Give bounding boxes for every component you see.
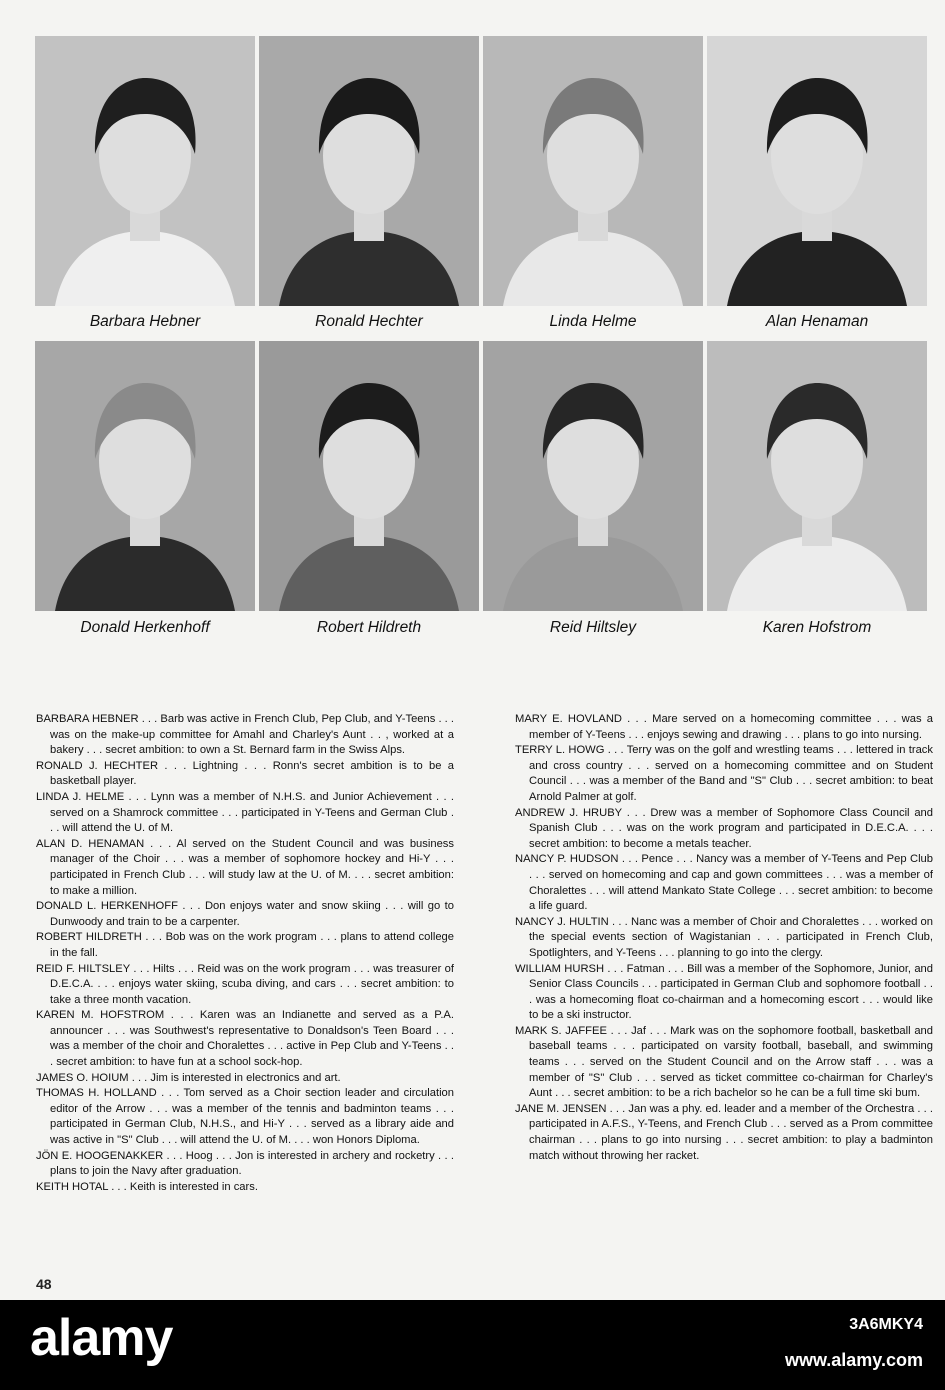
portrait-photo xyxy=(259,341,479,611)
bio-entry: JAMES O. HOIUM . . . Jim is interested in electronics and art. xyxy=(36,1071,341,1084)
portrait-silhouette xyxy=(259,341,479,611)
bio-entry: NANCY P. HUDSON . . . Pence . . . Nancy was a member of Y-Teens and Pep Club . . . served on homecoming and cap and gown committees . . . was a member of Choralettes . . . will attend Mankato State College . . . secret ambition: to become a life guard. xyxy=(515,853,933,913)
site-url: www.alamy.com xyxy=(784,1350,923,1370)
portrait-photo xyxy=(707,341,927,611)
portrait-photo xyxy=(483,36,703,306)
portrait-silhouette xyxy=(707,341,927,611)
bio-entry: ALAN D. HENAMAN . . . Al served on the Student Council and was business manager of the Choir . . . was a member of sophomore hockey and Hi-Y . . . participated in French Club . . . will study law at the U. of M. . . . secret ambition: to make a million. xyxy=(36,837,454,897)
portrait-photo xyxy=(35,341,255,611)
portrait-silhouette xyxy=(483,341,703,611)
bio-entry: ANDREW J. HRUBY . . . Drew was a member of Sophomore Class Council and Spanish Club . . . was on the work program and participated in D.E.C.A. . . . secret ambition: to become a metals teacher. xyxy=(515,806,933,850)
bio-entry: RONALD J. HECHTER . . . Lightning . . . Ronn's secret ambition is to be a basketball player. xyxy=(36,759,454,788)
portrait-photo xyxy=(35,36,255,306)
bio-entry: LINDA J. HELME . . . Lynn was a member of N.H.S. and Junior Achievement . . . served on a Shamrock committee . . . participated in Y-Teens and German Club . . . will attend the U. of M. xyxy=(36,790,454,835)
portrait-photo xyxy=(707,36,927,306)
portrait-silhouette xyxy=(35,36,255,306)
bio-entry: DONALD L. HERKENHOFF . . . Don enjoys water and snow skiing . . . will go to Dunwoody and train to be a carpenter. xyxy=(36,900,454,928)
bio-entry: NANCY J. HULTIN . . . Nanc was a member of Choir and Choralettes . . . worked on the special events section of Wagistanian . . . participated in French Club, Spotlighters, and Y-Teens . . . planning to go into the clergy. xyxy=(515,915,933,959)
portrait-silhouette xyxy=(35,341,255,611)
bio-entry: BARBARA HEBNER . . . Barb was active in French Club, Pep Club, and Y-Teens . . . was on the make-up committee for Amahl and Charley's Aunt . . , worked at a bakery . . . secret ambition: to own a St. Bernard farm in the Swiss Alps. xyxy=(36,713,454,757)
portrait-caption: Linda Helme xyxy=(549,313,637,330)
portrait-silhouette xyxy=(707,36,927,306)
watermark-bar xyxy=(0,1300,945,1390)
bio-entry: KAREN M. HOFSTROM . . . Karen was an Indianette and served as a P.A. announcer . . . was Southwest's representative to Donaldson's Teen Board . . . was a member of the choir and Choralettes . . . active in Pep Club and Y-Teens . . . secret ambition: to have fun at a school sock-hop. xyxy=(36,1009,454,1069)
bio-column-right xyxy=(515,712,933,1164)
bio-entry: WILLIAM HURSH . . . Fatman . . . Bill was a member of the Sophomore, Junior, and Senior Class Councils . . . participated in German Club and sophomore football . . . was a homecoming float co-chairman and a homecoming escort . . . would like to be a ski instructor. xyxy=(515,962,933,1022)
portrait-caption: Reid Hiltsley xyxy=(549,619,637,636)
page-number: 48 xyxy=(36,1276,52,1292)
bio-entry: JÖN E. HOOGENAKKER . . . Hoog . . . Jon is interested in archery and rocketry . . . plans to join the Navy after graduation. xyxy=(36,1149,454,1178)
portrait-caption: Robert Hildreth xyxy=(316,619,422,636)
portrait-photo xyxy=(483,341,703,611)
image-id: 3A6MKY4 xyxy=(849,1316,923,1333)
bio-entry: MARK S. JAFFEE . . . Jaf . . . Mark was on the sophomore football, basketball and baseball teams . . . participated on varsity football, baseball, and swimming teams . . . served on the Student Council and on the Arrow staff . . . was a member of "S" Club . . . served as ticket committee co-chairman for Charley's Aunt . . . secret ambition: to be a rich bachelor so he can be a full time ski bum. xyxy=(515,1024,933,1100)
portrait-photo xyxy=(259,36,479,306)
portrait-silhouette xyxy=(259,36,479,306)
alamy-logo: alamy xyxy=(30,1309,173,1367)
bio-entry: TERRY L. HOWG . . . Terry was on the golf and wrestling teams . . . lettered in track and cross country . . . served on a homecoming committee and on Student Council . . . was a member of the Band and "S" Club . . . secret ambition: to beat Arnold Palmer at golf. xyxy=(515,744,933,803)
portrait-caption: Donald Herkenhoff xyxy=(80,619,210,636)
bio-column-left xyxy=(36,712,454,1195)
portrait-caption: Alan Henaman xyxy=(765,313,869,330)
bio-entry: KEITH HOTAL . . . Keith is interested in cars. xyxy=(36,1180,258,1193)
portrait-caption: Barbara Hebner xyxy=(89,313,201,330)
portrait-silhouette xyxy=(483,36,703,306)
bio-entry: THOMAS H. HOLLAND . . . Tom served as a Choir section leader and circulation editor of the Arrow . . . was a member of the tennis and badminton teams . . . participated in German Club, N.H.S., and Hi-Y . . . served as a library aide and was active in "S" Club . . . will attend the U. of M. . . . won Honors Diploma. xyxy=(36,1087,454,1147)
bio-entry: REID F. HILTSLEY . . . Hilts . . . Reid was on the work program . . . was treasurer of D.E.C.A. . . . enjoys water skiing, scuba diving, and cars . . . secret ambition: to take a three month vacation. xyxy=(36,962,454,1006)
portrait-caption: Karen Hofstrom xyxy=(762,619,872,636)
portrait-caption: Ronald Hechter xyxy=(315,313,423,330)
bio-entry: MARY E. HOVLAND . . . Mare served on a homecoming committee . . . was a member of Y-Teens . . . enjoys sewing and drawing . . . plans to go into nursing. xyxy=(515,713,933,741)
bio-entry: ROBERT HILDRETH . . . Bob was on the work program . . . plans to attend college in the fall. xyxy=(36,931,454,959)
bio-entry: JANE M. JENSEN . . . Jan was a phy. ed. leader and a member of the Orchestra . . . participated in A.F.S., Y-Teens, and French Club . . . served as a Prom committee chairman . . . plans to go into nursing . . . secret ambition: to play a badminton match without throwing her racket. xyxy=(515,1102,933,1162)
